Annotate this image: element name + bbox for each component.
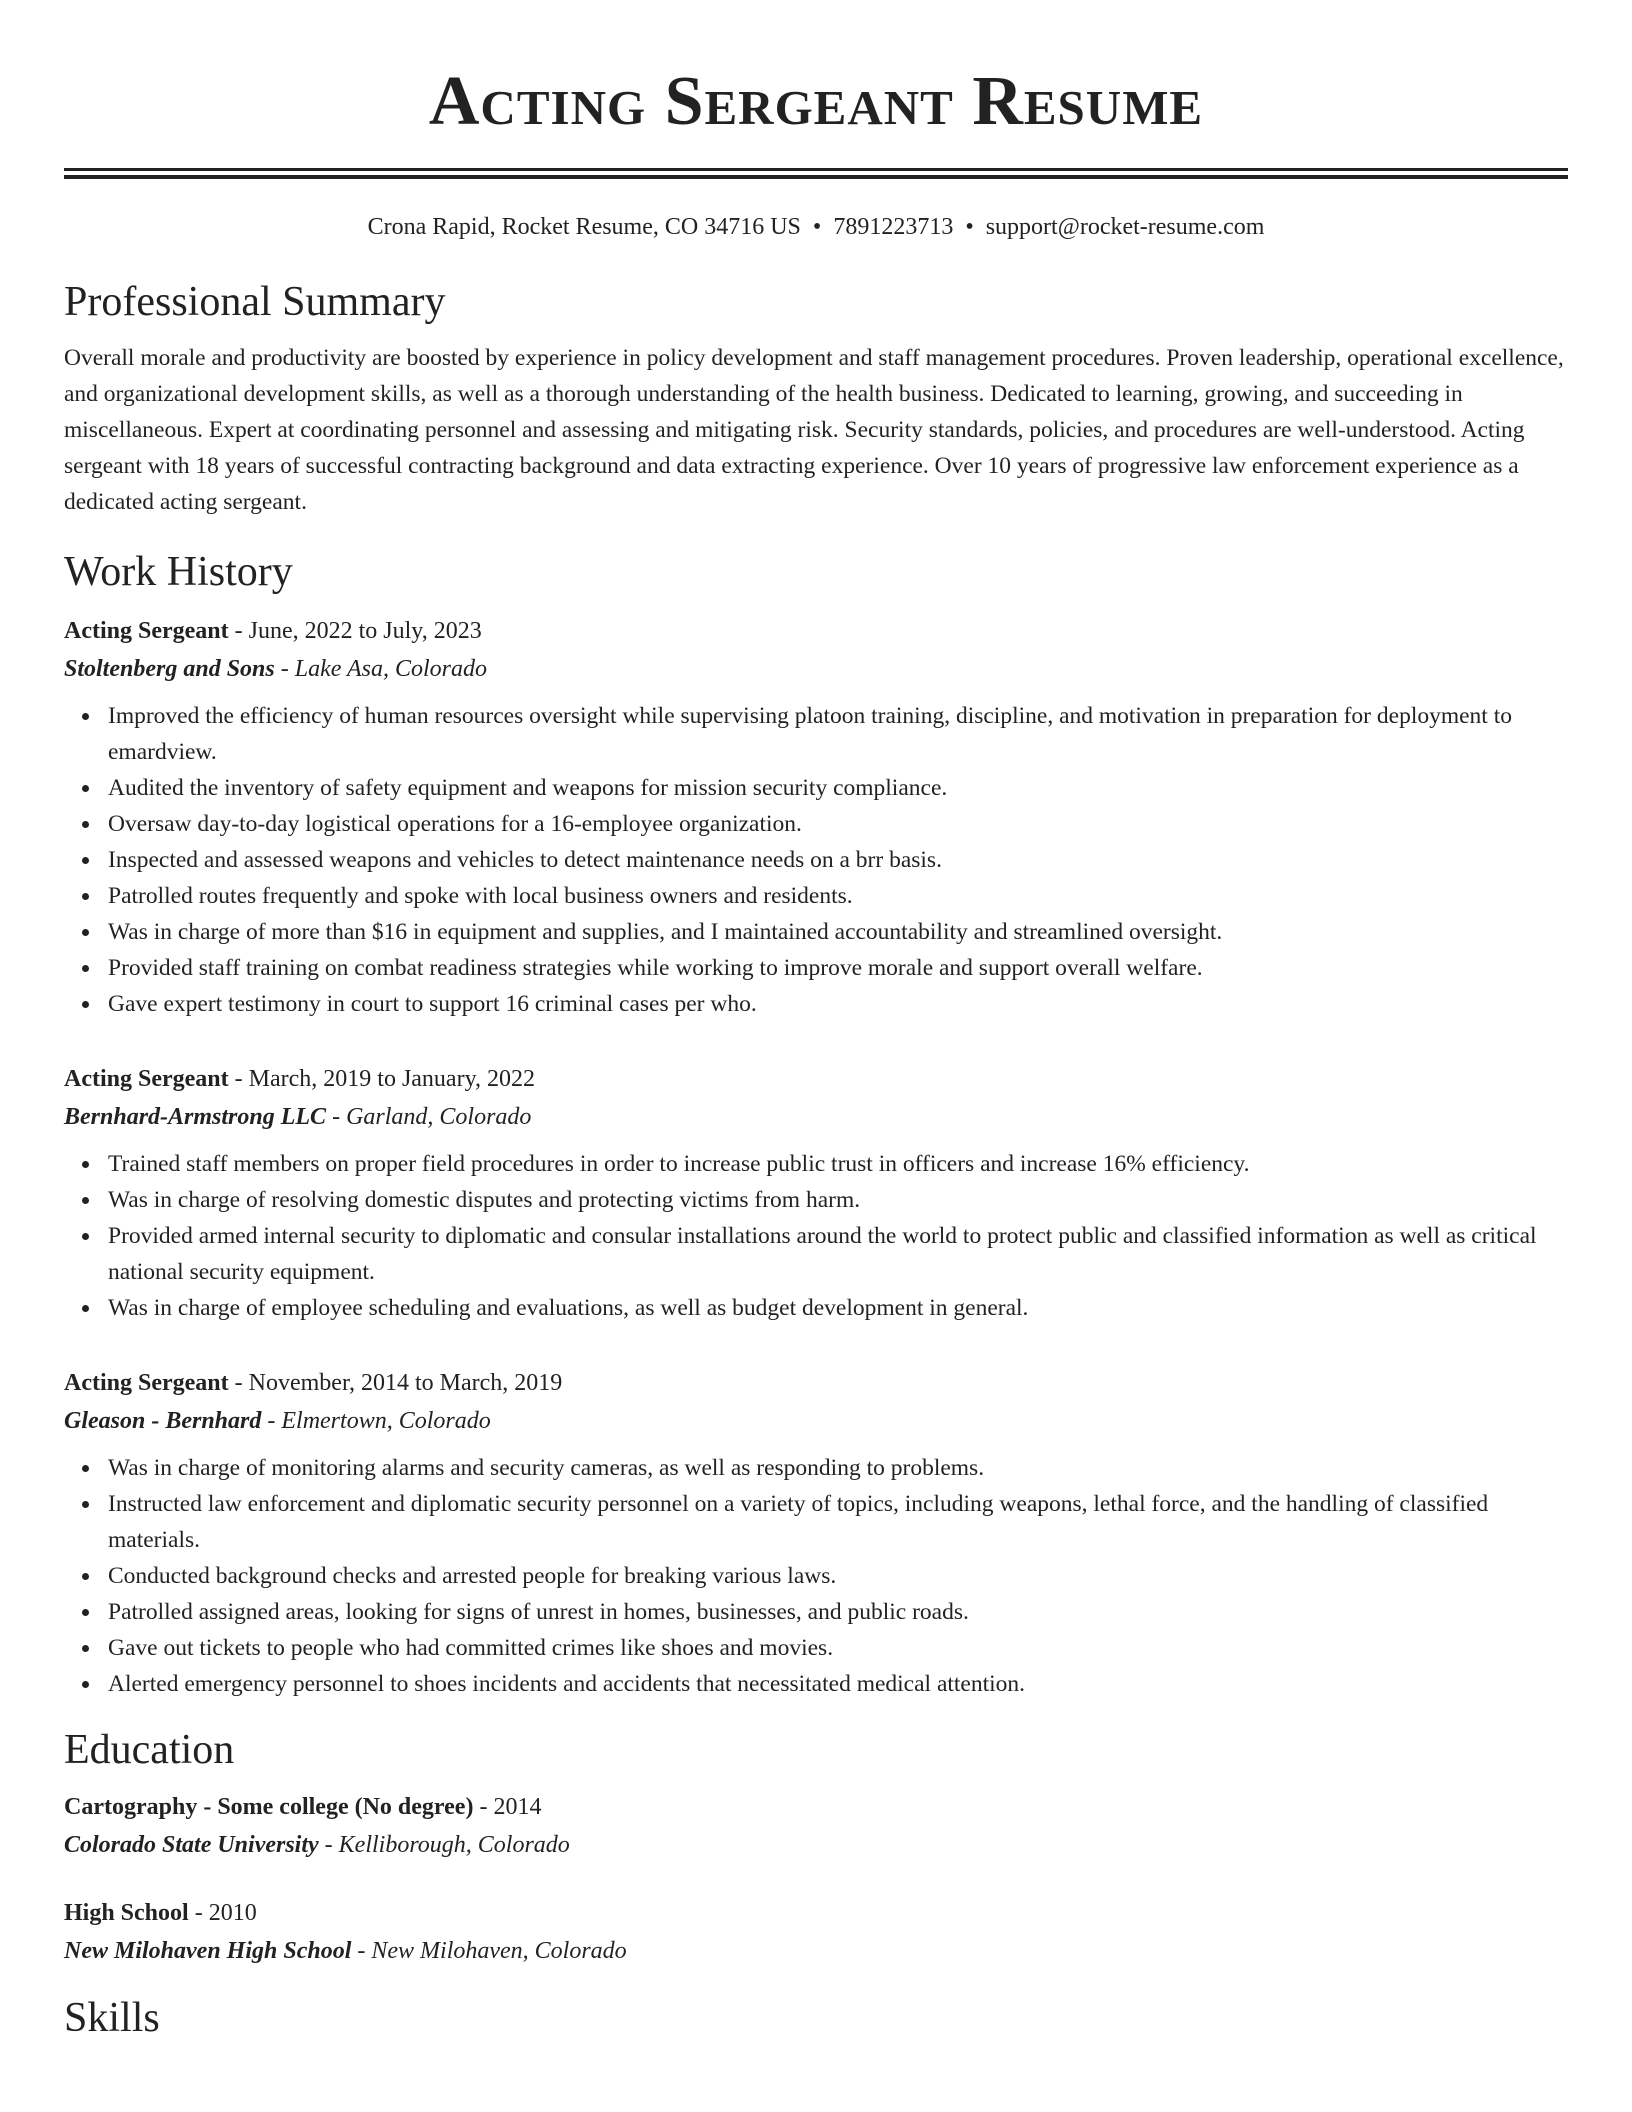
job-company: Bernhard-Armstrong LLC [64, 1104, 327, 1130]
list-item: Alerted emergency personnel to shoes incidents and accidents that necessitated medical attention. [108, 1666, 1568, 1702]
education-school: Colorado State University [64, 1832, 319, 1858]
job-title: Acting Sergeant [64, 1066, 229, 1092]
education-school-line [64, 1932, 1568, 1970]
work-history-heading: Work History [64, 549, 293, 595]
summary-heading: Professional Summary [64, 279, 446, 325]
education-degree: High School [64, 1900, 189, 1926]
list-item: Provided armed internal security to diplomatic and consular installations around the world to protect public and classified information as well as critical national security equipment. [108, 1218, 1568, 1290]
job-title-line [64, 1060, 1568, 1098]
contact-address: Crona Rapid, Rocket Resume, CO 34716 US [367, 214, 801, 240]
summary-text: Overall morale and productivity are boosted by experience in policy development and staff management procedures. Proven leadership, operational excellence, and organizational development skills, as well as a thorough understanding of the health business. Dedicated to learning, growing, and succeeding in miscellaneous. Expert at coordinating personnel and assessing and mitigating risk. Security standards, policies, and procedures are well-understood. Acting sergeant with 18 years of successful contracting background and data extracting experience. Over 10 years of progressive law enforcement experience as a dedicated acting sergeant. [64, 345, 1564, 515]
job-title-line [64, 1364, 1568, 1402]
contact-line [64, 212, 1568, 242]
education-school: New Milohaven High School [64, 1938, 352, 1964]
list-item: Patrolled routes frequently and spoke with local business owners and residents. [108, 878, 1568, 914]
job-company-line [64, 650, 1568, 688]
contact-email: support@rocket-resume.com [985, 214, 1265, 240]
job-title-line [64, 612, 1568, 650]
job-dates: - June, 2022 to July, 2023 [228, 618, 482, 644]
education-degree-line [64, 1788, 1568, 1826]
list-item: Oversaw day-to-day logistical operations for a 16-employee organization. [108, 806, 1568, 842]
job-bullets [64, 698, 1568, 1022]
list-item: Improved the efficiency of human resources oversight while supervising platoon training, discipline, and motivation in preparation for deployment to emardview. [108, 698, 1568, 770]
education-entry [64, 1894, 1568, 1970]
education-degree-line [64, 1894, 1568, 1932]
education-entry [64, 1788, 1568, 1864]
education-location: - New Milohaven, Colorado [351, 1938, 627, 1964]
job-location: - Garland, Colorado [326, 1104, 532, 1130]
list-item: Inspected and assessed weapons and vehicles to detect maintenance needs on a brr basis. [108, 842, 1568, 878]
list-item: Audited the inventory of safety equipment and weapons for mission security compliance. [108, 770, 1568, 806]
job-dates: - March, 2019 to January, 2022 [228, 1066, 536, 1092]
list-item: Gave expert testimony in court to support 16 criminal cases per who. [108, 986, 1568, 1022]
contact-separator: • [812, 214, 822, 240]
job-title: Acting Sergeant [64, 618, 229, 644]
education-location: - Kelliborough, Colorado [318, 1832, 570, 1858]
education-heading: Education [64, 1727, 235, 1773]
list-item: Provided staff training on combat readiness strategies while working to improve morale and support overall welfare. [108, 950, 1568, 986]
job-entry [64, 612, 1568, 1022]
job-company-line [64, 1098, 1568, 1136]
list-item: Was in charge of more than $16 in equipment and supplies, and I maintained accountability and streamlined oversight. [108, 914, 1568, 950]
job-title: Acting Sergeant [64, 1370, 229, 1396]
list-item: Was in charge of monitoring alarms and security cameras, as well as responding to problems. [108, 1450, 1568, 1486]
list-item: Was in charge of resolving domestic disputes and protecting victims from harm. [108, 1182, 1568, 1218]
education-school-line [64, 1826, 1568, 1864]
list-item: Gave out tickets to people who had committed crimes like shoes and movies. [108, 1630, 1568, 1666]
job-location: - Elmertown, Colorado [261, 1408, 491, 1434]
job-entry [64, 1364, 1568, 1702]
list-item: Patrolled assigned areas, looking for signs of unrest in homes, businesses, and public roads. [108, 1594, 1568, 1630]
job-company-line [64, 1402, 1568, 1440]
job-company: Stoltenberg and Sons [64, 656, 275, 682]
resume-page [64, 0, 1568, 2044]
job-bullets [64, 1450, 1568, 1702]
list-item: Was in charge of employee scheduling and evaluations, as well as budget development in general. [108, 1290, 1568, 1326]
job-entry [64, 1060, 1568, 1326]
resume-title: Acting Sergeant Resume [428, 63, 1204, 140]
education-degree: Cartography - Some college (No degree) [64, 1794, 474, 1820]
title-double-rule [64, 168, 1568, 179]
list-item: Instructed law enforcement and diplomatic security personnel on a variety of topics, including weapons, lethal force, and the handling of classified materials. [108, 1486, 1568, 1558]
job-dates: - November, 2014 to March, 2019 [228, 1370, 563, 1396]
job-location: - Lake Asa, Colorado [274, 656, 487, 682]
education-year: - 2010 [188, 1900, 257, 1926]
list-item: Conducted background checks and arrested people for breaking various laws. [108, 1558, 1568, 1594]
contact-phone: 7891223713 [833, 214, 954, 240]
job-bullets [64, 1146, 1568, 1326]
list-item: Trained staff members on proper field procedures in order to increase public trust in officers and increase 16% efficiency. [108, 1146, 1568, 1182]
education-year: - 2014 [473, 1794, 542, 1820]
contact-separator: • [965, 214, 974, 240]
skills-heading: Skills [64, 1995, 160, 2041]
job-company: Gleason - Bernhard [64, 1408, 262, 1434]
